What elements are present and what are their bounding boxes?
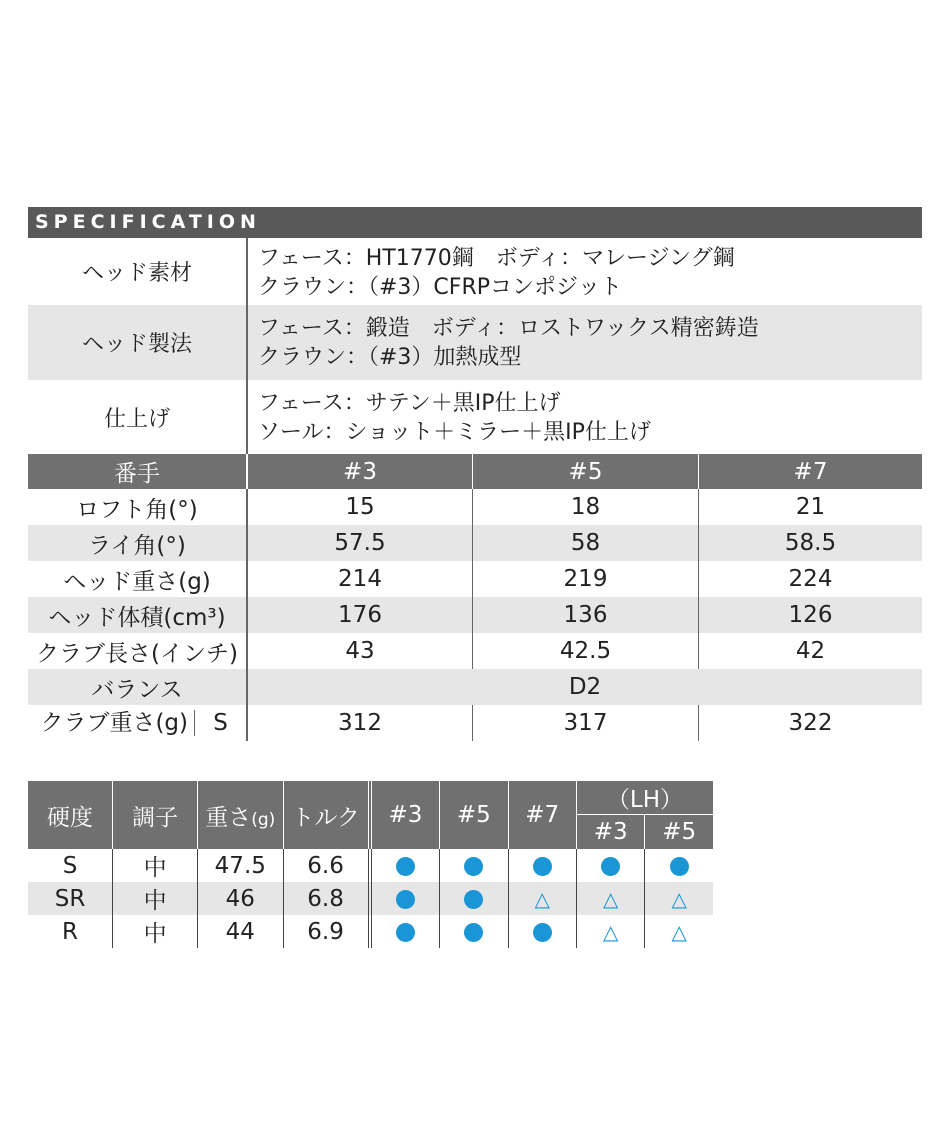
triangle-icon: △ [671, 886, 687, 911]
grid-row-lie [28, 525, 922, 561]
cell-torque: 6.6 [283, 849, 370, 882]
cell: 317 [473, 705, 699, 741]
filled-circle-icon [464, 890, 483, 909]
triangle-icon: △ [671, 919, 687, 944]
header-weight [198, 781, 283, 849]
info-row-head-material [28, 238, 922, 305]
cell-mark [576, 849, 644, 882]
cell: 58.5 [784, 530, 837, 556]
cell: 58 [473, 525, 699, 561]
cell-mark [645, 849, 713, 882]
info-line: クラウン：（#3）加熱成型 [258, 345, 522, 370]
cell-mark [370, 849, 440, 882]
row-label: ロフト角(°) [28, 489, 248, 525]
grid-header-row [28, 454, 922, 489]
balance-value: D2 [568, 674, 602, 700]
triangle-icon: △ [534, 886, 550, 911]
flex-label: S [213, 710, 228, 736]
cell-mark [508, 849, 576, 882]
cell: 18 [473, 489, 699, 525]
cell-mark [508, 915, 576, 948]
cell: 57.5 [248, 525, 473, 561]
row-label: ライ角(°) [28, 525, 248, 561]
header-kick: 調子 [113, 781, 198, 849]
info-label: 仕上げ [28, 380, 248, 454]
cell-torque: 6.8 [283, 882, 370, 915]
cell-mark [508, 882, 576, 915]
grid-row-balance [28, 669, 922, 705]
info-label: ヘッド製法 [28, 305, 248, 380]
header-weight-label: 重さ [205, 804, 252, 831]
cell: 42.5 [473, 633, 699, 669]
row-label: クラブ長さ(インチ) [28, 633, 248, 669]
info-label: ヘッド素材 [28, 238, 248, 305]
cell-hardness: S [62, 852, 78, 879]
cell: 42 [795, 638, 826, 664]
triangle-icon: △ [603, 919, 619, 944]
row-label: ヘッド重さ(g) [28, 561, 248, 597]
cell: 15 [248, 489, 473, 525]
header-hardness: 硬度 [28, 781, 113, 849]
cell-mark [440, 882, 508, 915]
cell-kick: 中 [113, 915, 198, 948]
row-label-split [28, 705, 248, 741]
cell-mark [370, 882, 440, 915]
header-cell: #7 [793, 458, 828, 485]
cell-torque: 6.9 [283, 915, 370, 948]
cell: 224 [788, 566, 833, 592]
header-lh3: #3 [576, 815, 644, 850]
cell: 214 [248, 561, 473, 597]
triangle-icon: △ [603, 886, 619, 911]
info-value [248, 305, 922, 380]
cell-mark [576, 882, 644, 915]
cell: 176 [248, 597, 473, 633]
header-lh5: #5 [645, 815, 713, 850]
cell-kick: 中 [113, 882, 198, 915]
cell-hardness: SR [28, 882, 113, 915]
row-label: ヘッド体積(cm³) [28, 597, 248, 633]
header-cell: #5 [473, 454, 699, 489]
grid-row-loft [28, 489, 922, 525]
cell: 312 [248, 705, 473, 741]
cell-kick: 中 [113, 849, 198, 882]
header-lh: （LH） [576, 781, 713, 815]
filled-circle-icon [396, 923, 415, 942]
filled-circle-icon [533, 923, 552, 942]
grid-row-head-volume [28, 597, 922, 633]
info-line: フェース：HT1770鋼 ボディ：マレージング鋼 [258, 246, 735, 271]
filled-circle-icon [396, 890, 415, 909]
header-n7: #7 [508, 781, 576, 849]
filled-circle-icon [533, 857, 552, 876]
cell: 219 [473, 561, 699, 597]
info-line: フェース：鍛造 ボディ：ロストワックス精密鋳造 [258, 316, 759, 341]
info-value [248, 238, 922, 305]
cell-weight: 46 [198, 882, 283, 915]
cell: 136 [473, 597, 699, 633]
cell-weight: 44 [198, 915, 283, 948]
cell-mark [645, 882, 713, 915]
flex-row [28, 915, 713, 948]
info-line: ソール：ショット＋ミラー＋黒IP仕上げ [258, 420, 651, 445]
filled-circle-icon [464, 923, 483, 942]
cell: 126 [788, 602, 833, 628]
info-value [248, 380, 922, 454]
info-row-head-method [28, 305, 922, 380]
filled-circle-icon [464, 857, 483, 876]
shaft-flex-table [28, 781, 713, 948]
info-line: フェース：サテン＋黒IP仕上げ [258, 391, 561, 416]
grid-row-club-length [28, 633, 922, 669]
header-n3: #3 [370, 781, 440, 849]
grid-row-head-weight [28, 561, 922, 597]
cell: 43 [248, 633, 473, 669]
header-torque: トルク [283, 781, 370, 849]
filled-circle-icon [601, 857, 620, 876]
cell-mark [645, 915, 713, 948]
header-n5: #5 [440, 781, 508, 849]
header-weight-unit: (g) [251, 809, 276, 830]
row-label: クラブ重さ(g) [28, 710, 195, 736]
cell-weight: 47.5 [198, 849, 283, 882]
flex-row [28, 849, 713, 882]
specification-table [28, 207, 922, 741]
cell: 322 [788, 710, 833, 736]
spec-title: SPECIFICATION [28, 207, 922, 238]
cell-mark [440, 849, 508, 882]
info-line: クラウン：（#3）CFRPコンポジット [258, 275, 622, 300]
row-label: バランス [28, 669, 248, 705]
grid-row-club-weight [28, 705, 922, 741]
info-row-finish [28, 380, 922, 454]
cell-mark [440, 915, 508, 948]
filled-circle-icon [396, 857, 415, 876]
flex-row [28, 882, 713, 915]
header-cell: 番手 [28, 454, 248, 489]
cell: 21 [795, 494, 826, 520]
filled-circle-icon [670, 857, 689, 876]
cell-hardness: R [62, 918, 79, 945]
header-cell: #3 [248, 454, 473, 489]
cell-mark [370, 915, 440, 948]
cell-mark [576, 915, 644, 948]
